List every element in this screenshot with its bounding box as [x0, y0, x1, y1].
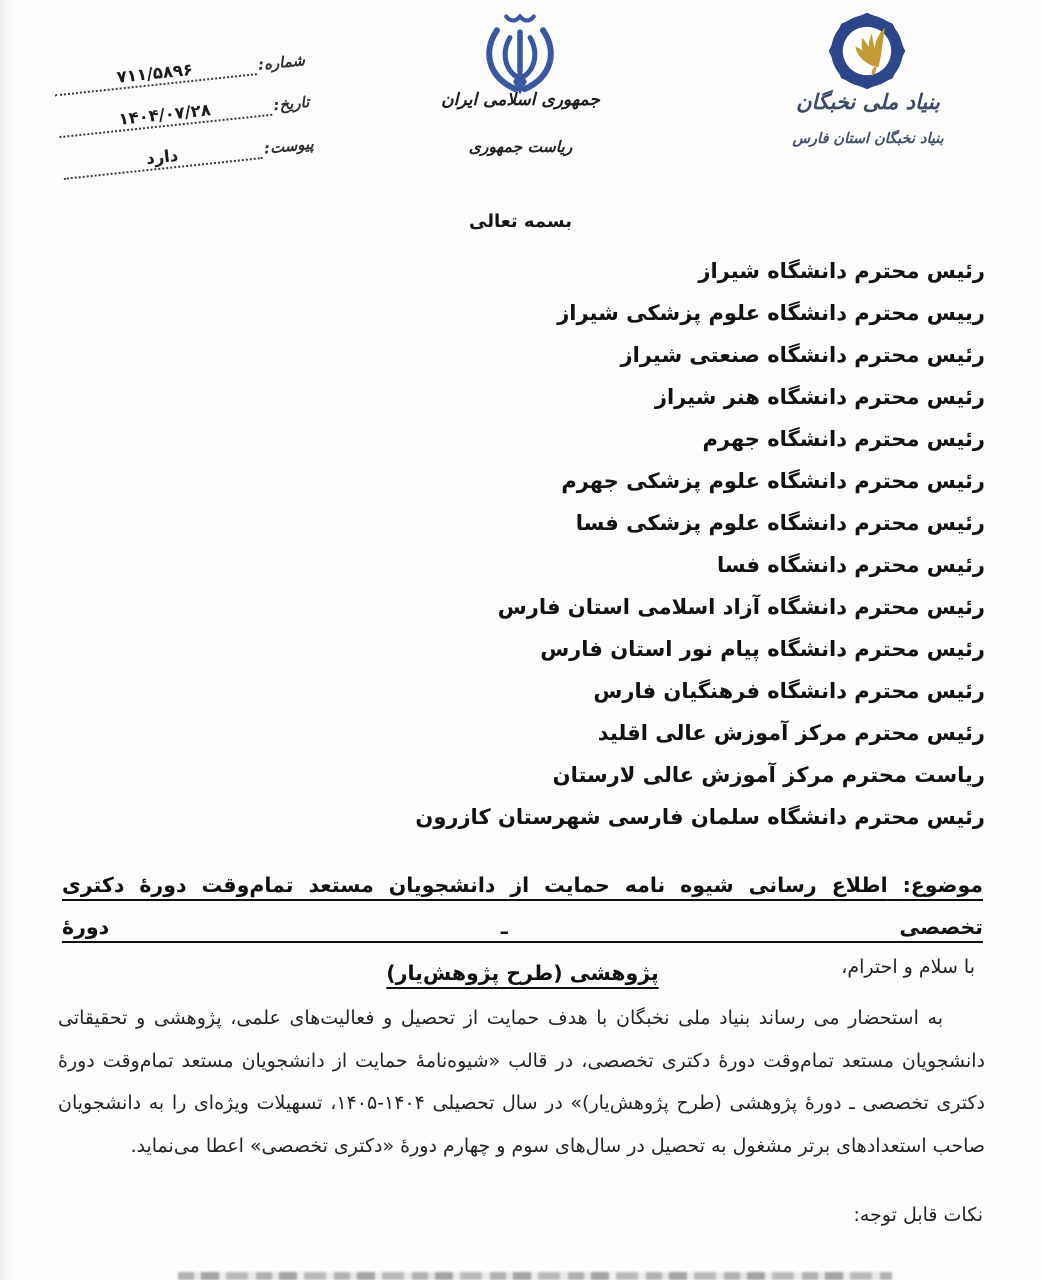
center-org-subtitle: ریاست جمهوری — [468, 138, 573, 156]
body-paragraph: به استحضار می رساند بنیاد ملی نخبگان با هدف حمایت از تحصیل و فعالیت‌های علمی، پژوهشی و تحقیقاتی دانشجویان مستعد تمام‌وقت دورهٔ دکتری تخصصی، در قالب «شیوه‌نامهٔ حمایت از دانشجویان مستعد تمام‌وقت دورهٔ دکتری تخصصی ـ دورهٔ پژوهشی (طرح پژوهش‌یار)» در سال تحصیلی ۱۴۰۴-۱۴۰۵، تسهیلات ویژه‌ای را به دانشجویان صاحب استعدادهای برتر مشغول به تحصیل در سال‌های سوم و چهارم دورهٔ «دکتری تخصصی» اعطا می‌نماید. — [58, 1007, 985, 1157]
recipients-list — [60, 250, 985, 838]
subject-line2: پژوهشی (طرح پژوهش‌یار) — [386, 961, 659, 985]
recipient-line: رئیس محترم دانشگاه پیام نور استان فارس — [540, 637, 985, 661]
recipient-line: رئیس محترم دانشگاه صنعتی شیراز — [620, 343, 985, 367]
letter-attachment-label: پیوست: — [263, 134, 315, 158]
letter-attachment-value: دارد — [145, 145, 180, 169]
cut-off-text-line — [178, 1272, 892, 1280]
recipient-line: ریاست محترم مرکز آموزش عالی لارستان — [552, 763, 985, 787]
subject-label: موضوع: — [902, 873, 983, 897]
foundation-branch-name: بنیاد نخبگان استان فارس — [792, 131, 944, 147]
subject-line1 — [62, 864, 983, 948]
recipient-line: رئیس محترم دانشگاه علوم پزشکی فسا — [575, 511, 985, 535]
recipient-line: رئیس محترم دانشگاه آزاد اسلامی استان فارس — [497, 595, 985, 619]
iran-national-emblem-icon — [468, 10, 572, 102]
foundation-name: بنیاد ملی نخبگان — [796, 90, 940, 114]
salutation: با سلام و احترام، — [841, 956, 975, 978]
recipient-line: رئیس محترم مرکز آموزش عالی اقلید — [597, 721, 985, 745]
recipient-line: رئیس محترم دانشگاه فسا — [716, 553, 985, 577]
notes-heading: نکات قابل توجه: — [853, 1204, 983, 1226]
letter-number-dotted-line — [52, 46, 257, 96]
letter-meta-block — [52, 41, 316, 193]
recipient-line: رئیس محترم دانشگاه سلمان فارسی شهرستان کازرون — [415, 805, 985, 829]
subject-text: اطلاع رسانی شیوه نامه حمایت از دانشجویان مستعد تمام‌وقت دورهٔ دکتری تخصصی ـ دورهٔ — [62, 873, 983, 939]
letter-date-label: تاریخ: — [272, 92, 311, 115]
elites-foundation-seal-icon — [822, 12, 912, 90]
letter-number-value: ۷۱۱/۵۸۹۶ — [115, 59, 194, 87]
center-org-title: جمهوری اسلامی ایران — [441, 90, 600, 110]
recipient-line: رئیس محترم دانشگاه فرهنگیان فارس — [593, 679, 985, 703]
recipient-line: رییس محترم دانشگاه علوم پزشکی شیراز — [557, 301, 985, 325]
letter-number-label: شماره: — [257, 51, 306, 74]
recipient-line: رئیس محترم دانشگاه جهرم — [702, 427, 985, 451]
letter-date-value: ۱۴۰۴/۰۷/۲۸ — [117, 100, 212, 129]
recipient-line: رئیس محترم دانشگاه شیراز — [698, 259, 985, 283]
besmeleh: بسمه تعالی — [469, 211, 572, 232]
recipient-line: رئیس محترم دانشگاه علوم پزشکی جهرم — [561, 469, 985, 493]
recipient-line: رئیس محترم دانشگاه هنر شیراز — [654, 385, 985, 409]
